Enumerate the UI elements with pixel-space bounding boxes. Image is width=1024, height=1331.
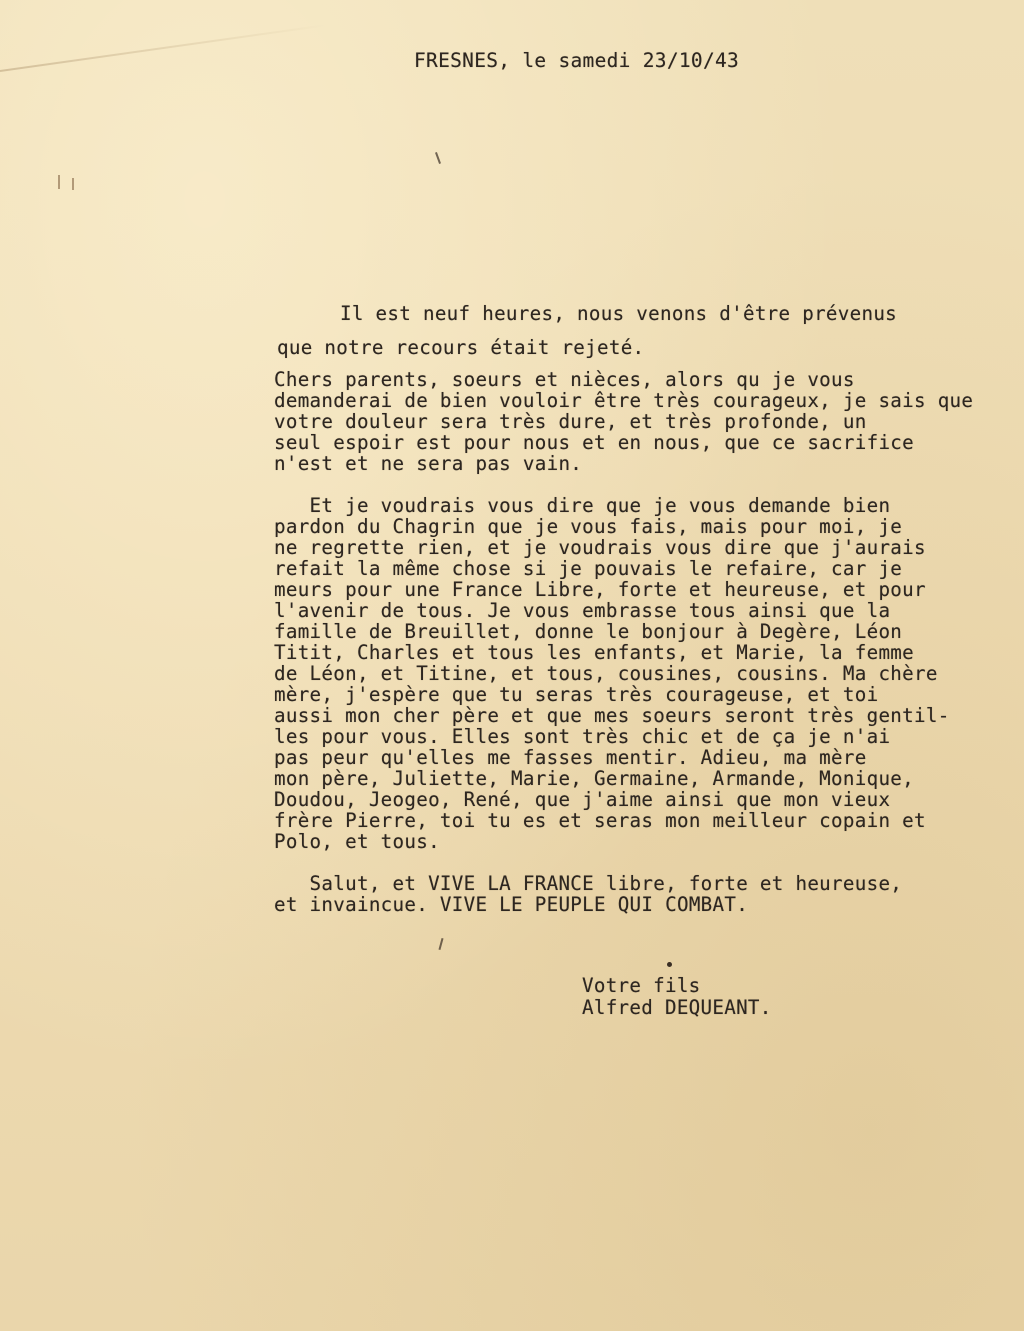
paragraph-2: Chers parents, soeurs et nièces, alors qu je vous demanderai de bien vouloir être très courageux, je sais que votre douleur sera très dure, et très profonde, un seul espoir est pour nous et en nous, que ce sacrifice n'est et ne sera pas vain.: [274, 368, 974, 475]
signature-block: [582, 975, 772, 1019]
paragraph-1-line-2: que notre recours était rejeté.: [277, 336, 645, 359]
ink-stroke: [438, 938, 443, 950]
paragraph-1-line-1: Il est neuf heures, nous venons d'être prévenus: [340, 302, 898, 325]
paragraph-4: Salut, et VIVE LA FRANCE libre, forte et heureuse, et invaincue. VIVE LE PEUPLE QUI COMBAT.: [274, 872, 903, 916]
ink-dot: [667, 962, 672, 967]
letter-header: FRESNES, le samedi 23/10/43: [414, 49, 740, 72]
signature-name: Alfred DEQUEANT.: [582, 996, 772, 1019]
paper-mark: [72, 178, 74, 190]
ink-stroke: [435, 152, 441, 164]
paper-crease: [0, 24, 327, 72]
paragraph-3: Et je voudrais vous dire que je vous demande bien pardon du Chagrin que je vous fais, mais pour moi, je ne regrette rien, et je voudrais vous dire que j'aurais refait la même chose si je pouvais le refaire, car je meurs pour une France Libre, forte et heureuse, et pour l'avenir de tous. Je vous embrasse tous ainsi que la famille de Breuillet, donne le bonjour à Degère, Léon Titit, Charles et tous les enfants, et Marie, la femme de Léon, et Titine, et tous, cousines, cousins. Ma chère mère, j'espère que tu seras très courageuse, et toi aussi mon cher père et que mes soeurs seront très gentil- les pour vous. Elles sont très chic et de ça je n'ai pas peur qu'elles me fasses mentir. Adieu, ma mère mon père, Juliette, Marie, Germaine, Armande, Monique, Doudou, Jeogeo, René, que j'aime ainsi que mon vieux frère Pierre, toi tu es et seras mon meilleur copain et Polo, et tous.: [274, 494, 950, 853]
signature-closing: Votre fils: [582, 974, 701, 997]
paper-mark: [58, 175, 60, 189]
